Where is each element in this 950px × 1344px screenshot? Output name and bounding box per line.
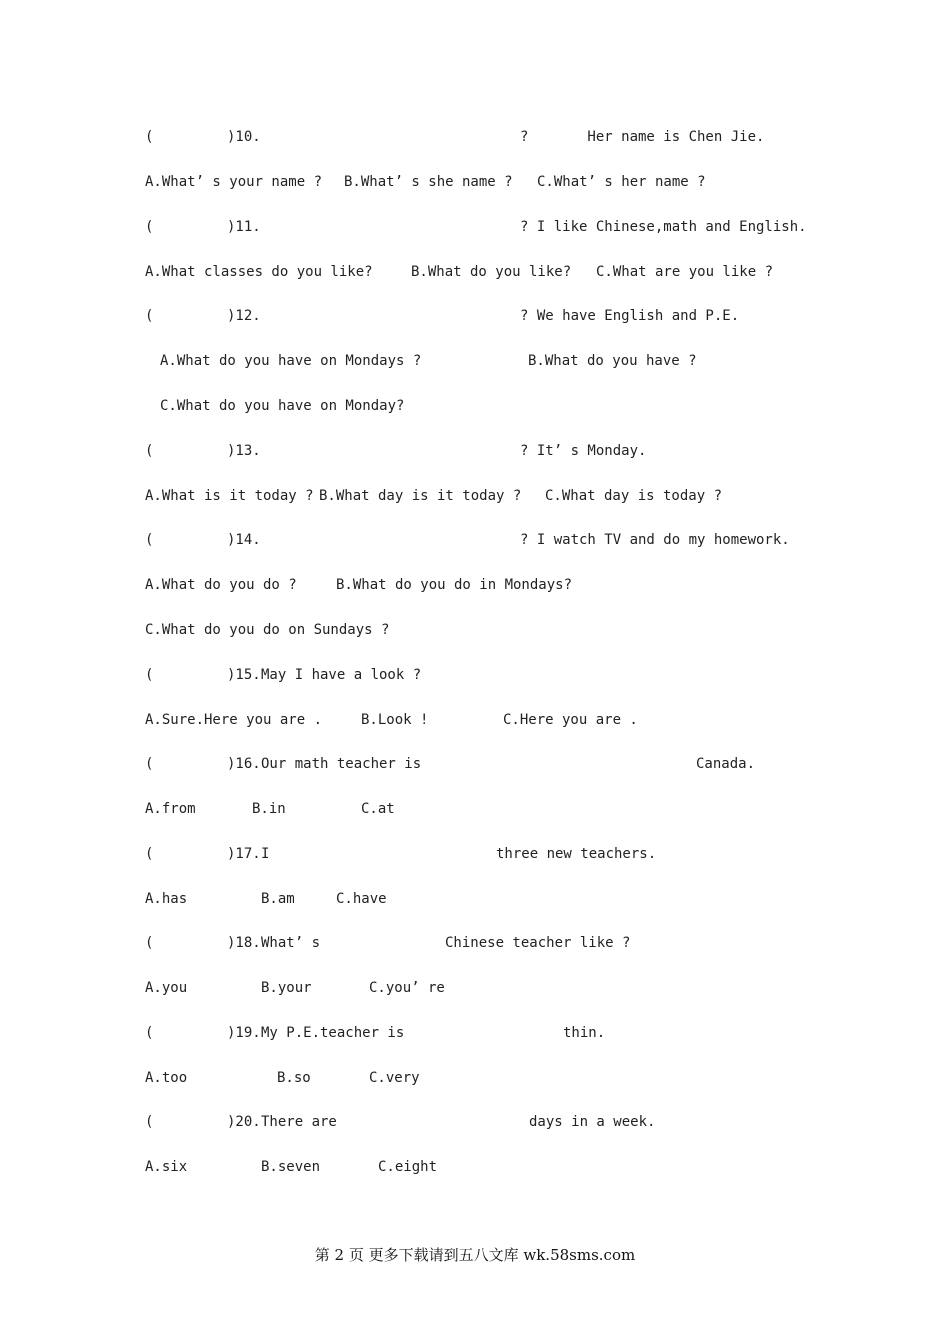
question-answer: Canada.	[696, 756, 756, 772]
question-number: )17.	[227, 846, 261, 862]
answer-bracket-open: (	[145, 532, 154, 548]
option-c: C.Here you are .	[503, 712, 638, 728]
option-a: A.What is it today ?	[145, 488, 314, 504]
option-c: C.you’ re	[369, 980, 445, 996]
options-12	[0, 351, 697, 371]
option-a: A.What classes do you like?	[145, 264, 373, 280]
question-number: )18.	[227, 935, 261, 951]
option-a: A.What’ s your name ?	[145, 174, 323, 190]
option-a: A.What do you do ?	[145, 577, 297, 593]
question-number: )15.	[227, 667, 261, 683]
options-20	[0, 1157, 438, 1177]
option-b: B.Look !	[361, 712, 429, 728]
question-19	[0, 1023, 606, 1043]
question-answer: ? I like Chinese,math and English.	[520, 219, 807, 235]
question-number: )12.	[227, 308, 261, 324]
options-11	[0, 262, 774, 282]
question-number: )20.	[227, 1114, 261, 1130]
question-answer: ? Her name is Chen Jie.	[520, 129, 765, 145]
options-15	[0, 710, 638, 730]
answer-bracket-open: (	[145, 1025, 154, 1041]
option-b: B.What’ s she name ?	[344, 174, 513, 190]
question-14	[0, 530, 790, 550]
options-16	[0, 799, 395, 819]
option-a: A.Sure.Here you are .	[145, 712, 323, 728]
question-stem: May I have a look ?	[261, 667, 422, 683]
option-c: C.What do you do on Sundays ?	[145, 622, 390, 638]
question-stem: What’ s	[261, 935, 321, 951]
question-20	[0, 1112, 656, 1132]
question-stem: Our math teacher is	[261, 756, 422, 772]
option-b: B.What do you do in Mondays?	[336, 577, 573, 593]
answer-bracket-open: (	[145, 308, 154, 324]
answer-bracket-open: (	[145, 935, 154, 951]
question-answer: ? We have English and P.E.	[520, 308, 740, 324]
question-15	[0, 665, 422, 685]
question-stem: There are	[261, 1114, 337, 1130]
question-number: )11.	[227, 219, 261, 235]
answer-bracket-open: (	[145, 443, 154, 459]
question-13	[0, 441, 647, 461]
option-c: C.very	[369, 1070, 420, 1086]
options-17	[0, 889, 387, 909]
option-c: C.have	[336, 891, 387, 907]
option-c: C.eight	[378, 1159, 438, 1175]
question-stem: I	[261, 846, 270, 862]
question-17	[0, 844, 657, 864]
question-11	[0, 217, 807, 237]
question-number: )13.	[227, 443, 261, 459]
option-a: A.six	[145, 1159, 188, 1175]
options-13	[0, 486, 723, 506]
question-12	[0, 306, 740, 326]
options-18	[0, 978, 445, 998]
option-b: B.seven	[261, 1159, 321, 1175]
question-stem: My P.E.teacher is	[261, 1025, 405, 1041]
question-answer: days in a week.	[529, 1114, 656, 1130]
option-b: B.so	[277, 1070, 311, 1086]
option-b: B.your	[261, 980, 312, 996]
option-b: B.am	[261, 891, 295, 907]
question-10	[0, 127, 765, 147]
question-number: )19.	[227, 1025, 261, 1041]
question-number: )16.	[227, 756, 261, 772]
options-14-c	[0, 620, 390, 640]
answer-bracket-open: (	[145, 129, 154, 145]
option-a: A.has	[145, 891, 188, 907]
answer-bracket-open: (	[145, 667, 154, 683]
answer-bracket-open: (	[145, 219, 154, 235]
question-number: )14.	[227, 532, 261, 548]
question-number: )10.	[227, 129, 261, 145]
option-a: A.from	[145, 801, 196, 817]
option-c: C.What are you like ?	[596, 264, 774, 280]
option-a: A.you	[145, 980, 188, 996]
question-answer: ? It’ s Monday.	[520, 443, 647, 459]
question-answer: thin.	[563, 1025, 606, 1041]
question-16	[0, 754, 756, 774]
option-b: B.in	[252, 801, 286, 817]
option-b: B.What do you like?	[411, 264, 572, 280]
question-answer: three new teachers.	[496, 846, 657, 862]
options-14	[0, 575, 573, 595]
options-19	[0, 1068, 420, 1088]
page-footer: 第 2 页 更多下载请到五八文库 wk.58sms.com	[314, 1246, 636, 1264]
option-c: C.at	[361, 801, 395, 817]
option-a: A.too	[145, 1070, 188, 1086]
option-b: B.What do you have ?	[528, 353, 697, 369]
options-12-c	[0, 396, 405, 416]
answer-bracket-open: (	[145, 1114, 154, 1130]
option-a: A.What do you have on Mondays ?	[160, 353, 422, 369]
question-18	[0, 933, 631, 953]
question-answer: Chinese teacher like ?	[445, 935, 631, 951]
option-b: B.What day is it today ?	[319, 488, 522, 504]
option-c: C.What’ s her name ?	[537, 174, 706, 190]
answer-bracket-open: (	[145, 756, 154, 772]
option-c: C.What do you have on Monday?	[160, 398, 405, 414]
answer-bracket-open: (	[145, 846, 154, 862]
options-10	[0, 172, 706, 192]
question-answer: ? I watch TV and do my homework.	[520, 532, 790, 548]
option-c: C.What day is today ?	[545, 488, 723, 504]
